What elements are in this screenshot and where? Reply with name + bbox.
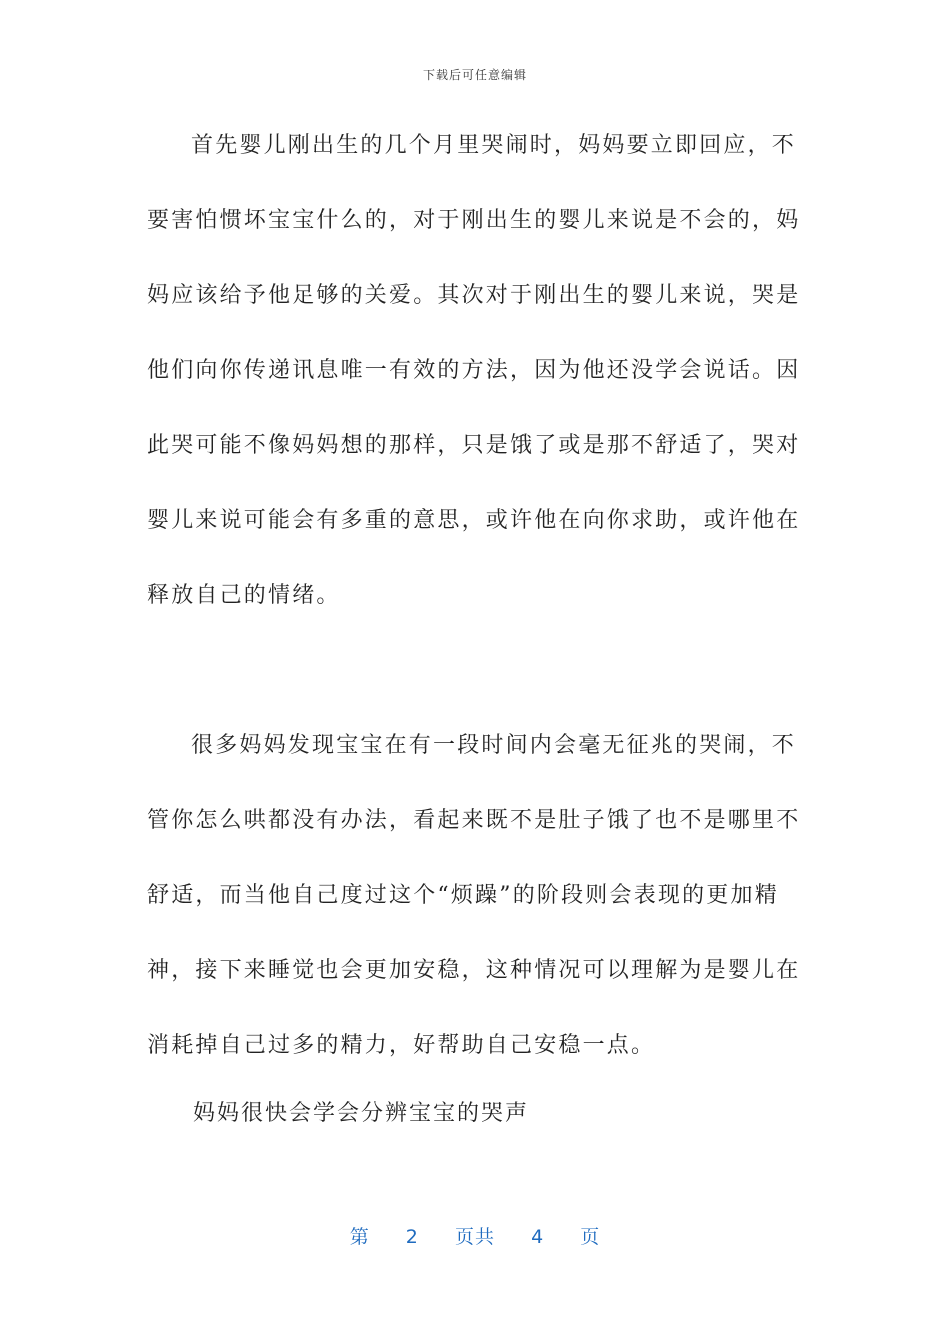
paragraph-line: 释放自己的情绪。 bbox=[147, 583, 341, 608]
paragraph-line: 舒适，而当他自己度过这个“烦躁”的阶段则会表现的更加精 bbox=[147, 883, 779, 908]
section-subheading: 妈妈很快会学会分辨宝宝的哭声 bbox=[193, 1101, 530, 1126]
paragraph-2 bbox=[147, 708, 801, 1083]
header-note: 下载后可任意编辑 bbox=[422, 68, 527, 82]
paragraph-line: 此哭可能不像妈妈想的那样，只是饿了或是那不舒适了，哭对 bbox=[147, 433, 801, 458]
footer-suffix: 页 bbox=[580, 1226, 601, 1248]
paragraph-line: 神，接下来睡觉也会更加安稳，这种情况可以理解为是婴儿在 bbox=[147, 958, 801, 983]
footer-page-number: 2 bbox=[405, 1226, 419, 1248]
footer-total-pages: 4 bbox=[531, 1226, 545, 1248]
paragraph-line: 很多妈妈发现宝宝在有一段时间内会毫无征兆的哭闹，不 bbox=[191, 733, 797, 758]
paragraph-line: 消耗掉自己过多的精力，好帮助自己安稳一点。 bbox=[147, 1033, 656, 1058]
footer-middle: 页共 bbox=[454, 1226, 495, 1248]
paragraph-line: 要害怕惯坏宝宝什么的，对于刚出生的婴儿来说是不会的，妈 bbox=[147, 208, 801, 233]
paragraph-gap bbox=[147, 633, 789, 708]
page-number-footer bbox=[0, 1222, 950, 1249]
document-body bbox=[147, 108, 801, 1083]
paragraph-1 bbox=[147, 108, 801, 633]
paragraph-line: 管你怎么哄都没有办法，看起来既不是肚子饿了也不是哪里不 bbox=[147, 808, 801, 833]
paragraph-line: 婴儿来说可能会有多重的意思，或许他在向你求助，或许他在 bbox=[147, 508, 801, 533]
footer-prefix: 第 bbox=[349, 1226, 370, 1248]
paragraph-line: 他们向你传递讯息唯一有效的方法，因为他还没学会说话。因 bbox=[147, 358, 801, 383]
paragraph-line: 首先婴儿刚出生的几个月里哭闹时，妈妈要立即回应，不 bbox=[191, 133, 797, 158]
paragraph-line: 妈应该给予他足够的关爱。其次对于刚出生的婴儿来说，哭是 bbox=[147, 283, 801, 308]
